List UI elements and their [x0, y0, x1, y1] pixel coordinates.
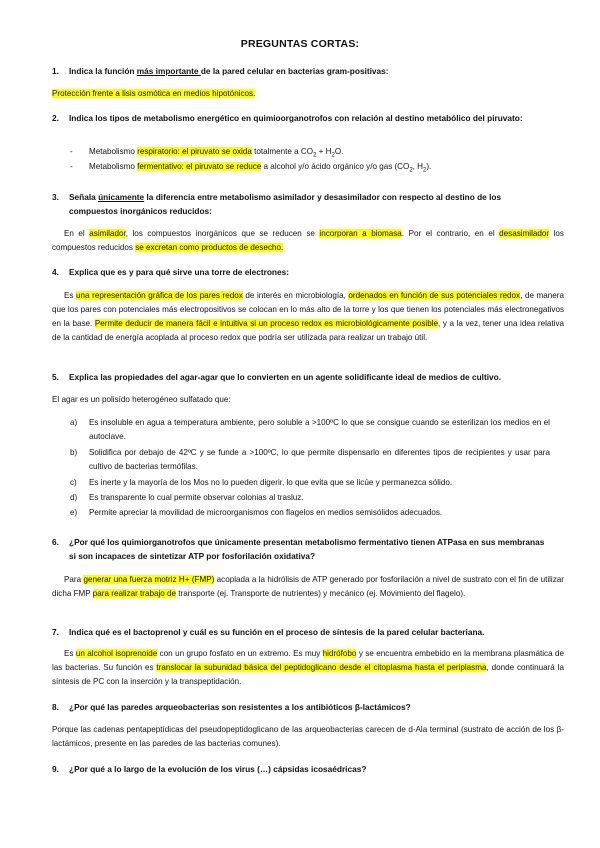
answer-7: Es un alcohol isoprenoide con un grupo fosfato en un extremo. Es muy hidrófobo y se encuentra embebido en la membrana plasmática de las bacterias. Su función es translocar la subunidad básica del peptidoglicano desde el citoplasma hasta el periplasma, donde continuará la síntesis de PC con la inserción y la transpeptidación.: [52, 649, 565, 686]
answer-5-item: c) Es inerte y la mayoría de los Mos no lo pueden digerir, lo que evita que se licúe y permanezca sólido.: [70, 478, 453, 487]
question-8: 8. ¿Por qué las paredes arqueobacterias son resistentes a los antibióticos β-lactámicos?: [52, 702, 411, 712]
highlighted-text: Protección frente a lisis osmótica en medios hipotónicos.: [52, 89, 256, 98]
page-title: PREGUNTAS CORTAS:: [240, 38, 360, 50]
answer-6: Para generar una fuerza motriz H+ (FMP) acoplada a la hidrólisis de ATP generado por fosforilación a nivel de sustrato con el fin de utilizar dicha FMP para realizar trabajo de transporte (ej. Transporte de nutrientes) y mecánico (ej. Movimiento del flagelo).: [52, 575, 564, 598]
answer-8: Porque las cadenas pentapeptídicas del pseudopeptidoglicano de las arqueobacterias carecen de d-Ala terminal (sustrato de acción de los β-lactámicos, presente en las paredes de las bacterias comunes).: [52, 725, 564, 748]
answer-1: [52, 87, 564, 101]
answer-3: En el asimilador, los compuestos inorgánicos que se reducen se incorporan a biomasa. Por el contrario, en el desasimilador los compuestos reducidos se excretan como productos de desecho.: [52, 229, 564, 252]
question-2: 2. Indica los tipos de metabolismo energético en quimioorganotrofos con relación al destino metabólico del piruvato:: [52, 113, 523, 123]
answer-5-item: d) Es transparente lo cual permite observar colonias al trasluz.: [70, 493, 304, 502]
question-6: 6. ¿Por qué los quimiorganotrofos que únicamente presentan metabolismo fermentativo tienen ATPasa en sus membranas si son incapaces de sintetizar ATP por fosforilación oxidativa?: [52, 537, 545, 561]
question-3: 3. Señala únicamente la diferencia entre metabolismo asimilador y desasimilador con respecto al destino de los compuestos inorgánicos reducidos:: [52, 192, 502, 216]
answer-4: Es una representación gráfica de los pares redox de interés en microbiología, ordenados en función de sus potenciales redox, de manera que los pares con potenciales más electropositivos se colocan en lo más alto de la torre y los que tienen los potenciales más electronegativos en la base. Permite deducir de manera fácil e intuitiva si un proceso redox es microbiológicamente posible, y a la vez, tener una idea relativa de la cantidad de energía acoplada al proceso redox que podría ser utilizada para realizar un trabajo útil.: [52, 291, 565, 342]
question-9: 9. ¿Por qué a lo largo de la evolución de los virus (…) cápsidas icosaédricas?: [52, 764, 367, 774]
answer-5-item: b) Solidifica por debajo de 42ºC y se funde a >100ºC, lo que permite dispensarlo en diferentes tipos de recipientes y usar para cultivo de bacterias termófilas.: [70, 448, 550, 471]
answer-5-item: a) Es insoluble en agua a temperatura ambiente, pero soluble a >100ºC lo que se consigue cuando se esterilizan los medios en el autoclave.: [70, 418, 550, 441]
question-7: 7. Indica qué es el bactoprenol y cuál es su función en el proceso de síntesis de la pared celular bacteriana.: [52, 627, 485, 637]
answer-5-intro: El agar es un polisído heterogéneo sulfatado que:: [52, 395, 231, 404]
answer-2-bullet-1: - Metabolismo respiratorio: el piruvato se oxida totalmente a $CO_2 + H_2O$.: [70, 147, 344, 159]
question-4: 4. Explica que es y para qué sirve una torre de electrones:: [52, 267, 289, 277]
question-1: 1. Indica la función más importante de la pared celular en bacterias gram-positivas:: [52, 66, 389, 76]
answer-5-item: e) Permite apreciar la movilidad de microorganismos con flagelos en medios semisólidos adecuados.: [70, 508, 443, 517]
question-5: 5. Explica las propiedades del agar-agar que lo convierten en un agente solidificante ideal de medios de cultivo.: [52, 372, 502, 382]
answer-2-bullet-2: - Metabolismo fermentativo: el piruvato se reduce a alcohol y/o ácido orgánico y/o gas ($CO_2$, $H_2$).: [70, 162, 432, 174]
question-number: 1.: [52, 66, 59, 76]
underlined-text: más importante: [136, 66, 201, 76]
